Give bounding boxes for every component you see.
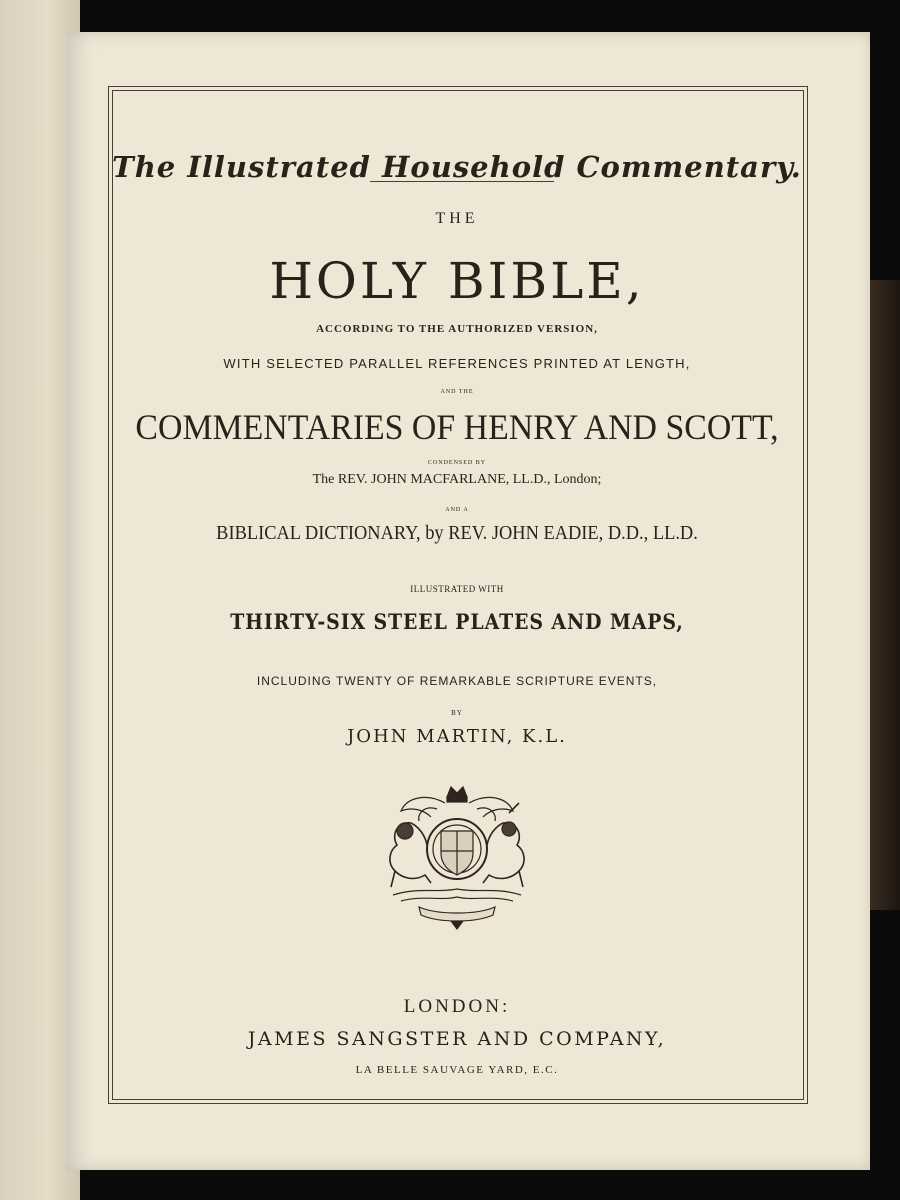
condensed-by-line: CONDENSED BY [427,460,487,466]
book-cover-edge [870,280,900,910]
title-page [66,32,870,1170]
series-heading: The Illustrated Household Commentary. [112,150,802,184]
references-line: WITH SELECTED PARALLEL REFERENCES PRINTED AT LENGTH, [223,356,691,371]
imprint-publisher: JAMES SANGSTER AND COMPANY, [247,1028,667,1050]
and-a-line: AND A [445,507,469,513]
artist-line: JOHN MARTIN, K.L. [347,726,567,747]
illustrated-with-line: ILLUSTRATED WITH [410,584,504,594]
dictionary-line: BIBLICAL DICTIONARY, by REV. JOHN EADIE, D.D., LL.D. [216,522,698,544]
article-the: THE [435,210,479,227]
scripture-events-line: INCLUDING TWENTY OF REMARKABLE SCRIPTURE EVENTS, [256,674,658,688]
version-line: ACCORDING TO THE AUTHORIZED VERSION, [316,323,598,335]
imprint-address: LA BELLE SAUVAGE YARD, E.C. [355,1064,559,1076]
divider-rule [370,181,554,182]
commentaries-line: COMMENTARIES OF HENRY AND SCOTT, [135,407,779,447]
by-line: BY [451,709,463,717]
title-page-content [112,90,802,1098]
and-the-line: AND THE [440,389,474,395]
book-title: HOLY BIBLE, [269,252,645,310]
editor-line: The REV. JOHN MACFARLANE, LL.D., London; [312,472,602,487]
royal-coat-of-arms-icon [367,783,547,931]
imprint-city: LONDON: [403,996,511,1017]
plates-line: THIRTY-SIX STEEL PLATES AND MAPS, [230,609,684,634]
